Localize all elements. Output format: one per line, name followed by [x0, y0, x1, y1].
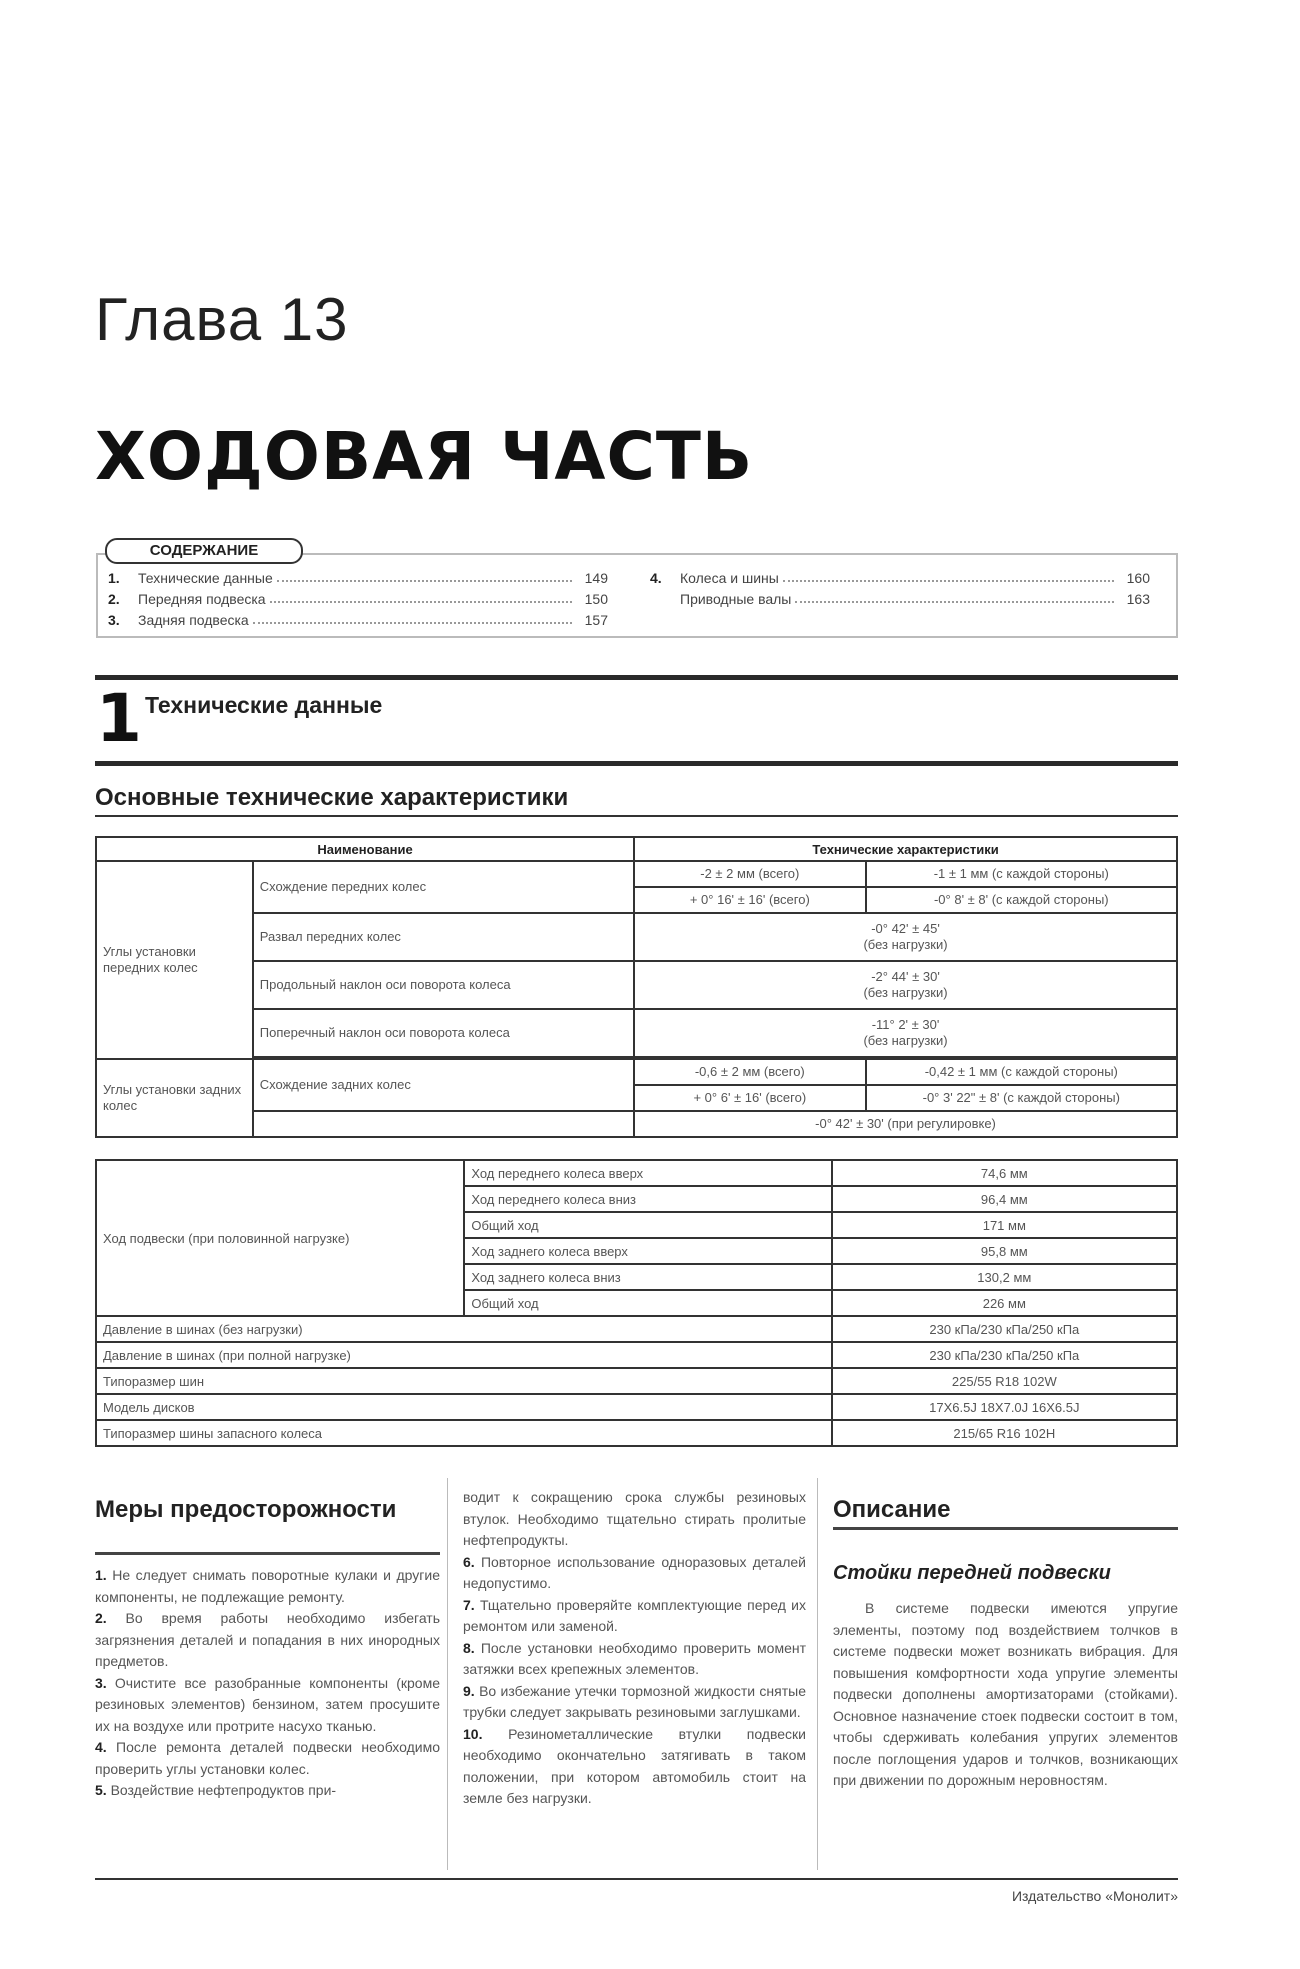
toc-item[interactable]: [108, 565, 608, 586]
toc-page: 163: [1126, 591, 1150, 607]
toc-num: 1.: [108, 570, 120, 586]
table-cell: -0° 42' ± 30' (при регулировке): [634, 1111, 1177, 1137]
specs-title: Основные технические характеристики: [95, 784, 569, 811]
suspension-table: [95, 1159, 1178, 1447]
section-number: 1: [96, 680, 142, 757]
table-cell: 96,4 мм: [832, 1186, 1177, 1212]
toc-page: 150: [584, 591, 608, 607]
row-label: Общий ход: [464, 1290, 831, 1316]
toc-leader: [253, 622, 572, 624]
group-label: Углы установки передних колес: [96, 861, 253, 1059]
item-text: Резинометаллические втулки подвески необходимо окончательно затягивать в таком положении, при котором автомобиль стоит на земле без нагрузки.: [463, 1725, 806, 1806]
item-text: Повторное использование одноразовых деталей недопустимо.: [463, 1553, 806, 1591]
column-divider: [447, 1478, 448, 1870]
row-label: Продольный наклон оси поворота колеса: [253, 961, 634, 1009]
row-label: Схождение задних колес: [253, 1059, 634, 1111]
table-cell: [634, 961, 1177, 1009]
table-cell: 230 кПа/230 кПа/250 кПа: [832, 1342, 1177, 1368]
chapter-label: Глава 13: [95, 286, 349, 353]
list-item: [463, 1552, 806, 1595]
toc-label: СОДЕРЖАНИЕ: [105, 538, 303, 564]
group-label: Углы установки задних колес: [96, 1059, 253, 1137]
group-label: Ход подвески (при половинной нагрузке): [96, 1160, 464, 1316]
toc-leader: [783, 580, 1114, 582]
table-cell: -1 ± 1 мм (с каждой стороны): [866, 861, 1177, 887]
alignment-table: [95, 836, 1178, 1138]
table-cell: 171 мм: [832, 1212, 1177, 1238]
toc-num: 3.: [108, 612, 120, 628]
row-label: Схождение передних колес: [253, 861, 634, 913]
toc-text: Задняя подвеска: [138, 612, 249, 628]
description-subtitle: Стойки передней подвески: [833, 1562, 1111, 1584]
list-item: [95, 1780, 440, 1802]
list-item: [463, 1681, 806, 1724]
item-text: Очистите все разобранные компоненты (кроме резиновых элементов) бензином, затем просушите их на воздухе или протрите насухо тканью.: [95, 1674, 441, 1734]
toc-item[interactable]: [108, 607, 608, 628]
item-text: Во время работы необходимо избегать загрязнения деталей и попадания в них инородных предметов.: [95, 1610, 440, 1669]
list-item: [95, 1737, 440, 1780]
toc-page: 160: [1126, 570, 1150, 586]
value-line: (без нагрузки): [863, 985, 948, 1000]
item-num: 10.: [463, 1725, 483, 1742]
row-label: Поперечный наклон оси поворота колеса: [253, 1009, 634, 1057]
table-cell: [253, 1111, 634, 1137]
table-cell: 17X6.5J 18X7.0J 16X6.5J: [832, 1394, 1177, 1420]
table-cell: 215/65 R16 102H: [832, 1420, 1177, 1446]
item-num: 6.: [463, 1553, 475, 1570]
table-cell: + 0° 6' ± 16' (всего): [634, 1085, 866, 1111]
row-label: Типоразмер шины запасного колеса: [96, 1420, 832, 1446]
publisher-footer: Издательство «Монолит»: [1011, 1888, 1178, 1904]
value-line: -2° 44' ± 30': [871, 969, 940, 984]
toc-num: 2.: [108, 591, 120, 607]
toc-page: 149: [584, 570, 608, 586]
item-text: Во избежание утечки тормозной жидкости снятые трубки следует закрывать резиновыми заглушками.: [463, 1682, 806, 1720]
footer-rule: [95, 1878, 1178, 1880]
toc-item[interactable]: [108, 586, 608, 607]
table-cell: 226 мм: [832, 1290, 1177, 1316]
description-rule: [833, 1527, 1178, 1530]
value-line: -11° 2' ± 30': [871, 1017, 940, 1032]
description-title: Описание: [833, 1496, 951, 1523]
item-num: 9.: [463, 1682, 475, 1699]
list-item: [463, 1638, 806, 1681]
section-rule-bottom: [95, 761, 1178, 766]
table-cell: [634, 913, 1177, 961]
list-item: [95, 1565, 440, 1608]
toc-item[interactable]: [650, 565, 1150, 586]
precautions-title: Меры предосторожности: [95, 1496, 397, 1523]
row-label: Модель дисков: [96, 1394, 832, 1420]
row-label: Типоразмер шин: [96, 1368, 832, 1394]
table-cell: 74,6 мм: [832, 1160, 1177, 1186]
toc-right: [650, 565, 1150, 607]
list-item: [95, 1673, 440, 1738]
list-item: [95, 1608, 440, 1673]
row-label: Общий ход: [464, 1212, 831, 1238]
precautions-rule: [95, 1552, 440, 1555]
table-cell: -0° 8' ± 8' (с каждой стороны): [866, 887, 1177, 913]
table-cell: 225/55 R18 102W: [832, 1368, 1177, 1394]
row-label: Давление в шинах (при полной нагрузке): [96, 1342, 832, 1368]
item-num: 2.: [95, 1610, 107, 1626]
item-num: 3.: [95, 1674, 107, 1691]
item-text: После ремонта деталей подвески необходимо проверить углы установки колес.: [95, 1739, 440, 1777]
table-cell: 230 кПа/230 кПа/250 кПа: [832, 1316, 1177, 1342]
toc-text: Колеса и шины: [680, 570, 779, 586]
toc-item[interactable]: [650, 586, 1150, 607]
section-title: Технические данные: [145, 692, 383, 718]
toc-leader: [270, 601, 572, 603]
table-cell: -2 ± 2 мм (всего): [634, 861, 866, 887]
table-cell: -0,6 ± 2 мм (всего): [634, 1059, 866, 1085]
continued-text: водит к сокращению срока службы резиновых втулок. Необходимо тщательно стирать пролитые нефтепродукты.: [463, 1489, 806, 1548]
table-cell: 95,8 мм: [832, 1238, 1177, 1264]
item-num: 4.: [95, 1739, 107, 1755]
item-text: После установки необходимо проверить момент затяжки всех крепежных элементов.: [463, 1639, 807, 1677]
table-cell: [634, 1009, 1177, 1057]
table-cell: -0° 3' 22" ± 8' (с каждой стороны): [866, 1085, 1177, 1111]
table-cell: -0,42 ± 1 мм (с каждой стороны): [866, 1059, 1177, 1085]
table-cell: + 0° 16' ± 16' (всего): [634, 887, 866, 913]
row-label: Давление в шинах (без нагрузки): [96, 1316, 832, 1342]
row-label: Развал передних колес: [253, 913, 634, 961]
precautions-list-1: [95, 1565, 440, 1802]
item-num: 7.: [463, 1596, 475, 1613]
item-num: 5.: [95, 1782, 107, 1798]
item-num: 8.: [463, 1639, 475, 1656]
row-label: Ход переднего колеса вверх: [464, 1160, 831, 1186]
precautions-list-2: [463, 1487, 806, 1810]
list-item: [463, 1724, 806, 1810]
item-text: Тщательно проверяйте комплектующие перед их ремонтом или заменой.: [463, 1596, 807, 1634]
toc-text: Приводные валы: [680, 591, 792, 607]
value-line: -0° 42' ± 45': [871, 921, 940, 936]
toc-leader: [277, 580, 572, 582]
description-text: В системе подвески имеются упругие элементы, поэтому под воздействием толчков в системе подвески может возникать вибрация. Для повышения комфортности хода упругие элементы подвески дополнены амортизаторами (стойками). Основное назначение стоек подвески состоит в том, чтобы сдерживать колебания упругих элементов после поглощения ударов и толчков, возникающих при движении по дорожным неровностям.: [833, 1600, 1178, 1788]
row-label: Ход заднего колеса вниз: [464, 1264, 831, 1290]
toc-page: 157: [584, 612, 608, 628]
table-cell: 130,2 мм: [832, 1264, 1177, 1290]
value-line: (без нагрузки): [863, 937, 948, 952]
row-label: Ход переднего колеса вниз: [464, 1186, 831, 1212]
table-header: Технические характеристики: [634, 837, 1177, 861]
toc-num: 4.: [650, 570, 662, 586]
part-title: ХОДОВАЯ ЧАСТЬ: [95, 418, 754, 495]
list-item: [463, 1595, 806, 1638]
item-text: Не следует снимать поворотные кулаки и другие компоненты, не подлежащие ремонту.: [95, 1567, 441, 1605]
toc-leader: [795, 601, 1114, 603]
section-rule-top: [95, 675, 1178, 680]
value-line: (без нагрузки): [863, 1033, 948, 1048]
toc-text: Передняя подвеска: [138, 591, 266, 607]
specs-title-rule: [95, 815, 1178, 817]
toc-text: Технические данные: [138, 570, 273, 586]
column-divider: [817, 1478, 818, 1870]
row-label: Ход заднего колеса вверх: [464, 1238, 831, 1264]
item-num: 1.: [95, 1567, 107, 1583]
toc-left: [108, 565, 608, 628]
table-header: Наименование: [96, 837, 634, 861]
item-text: Воздействие нефтепродуктов при-: [110, 1782, 337, 1798]
